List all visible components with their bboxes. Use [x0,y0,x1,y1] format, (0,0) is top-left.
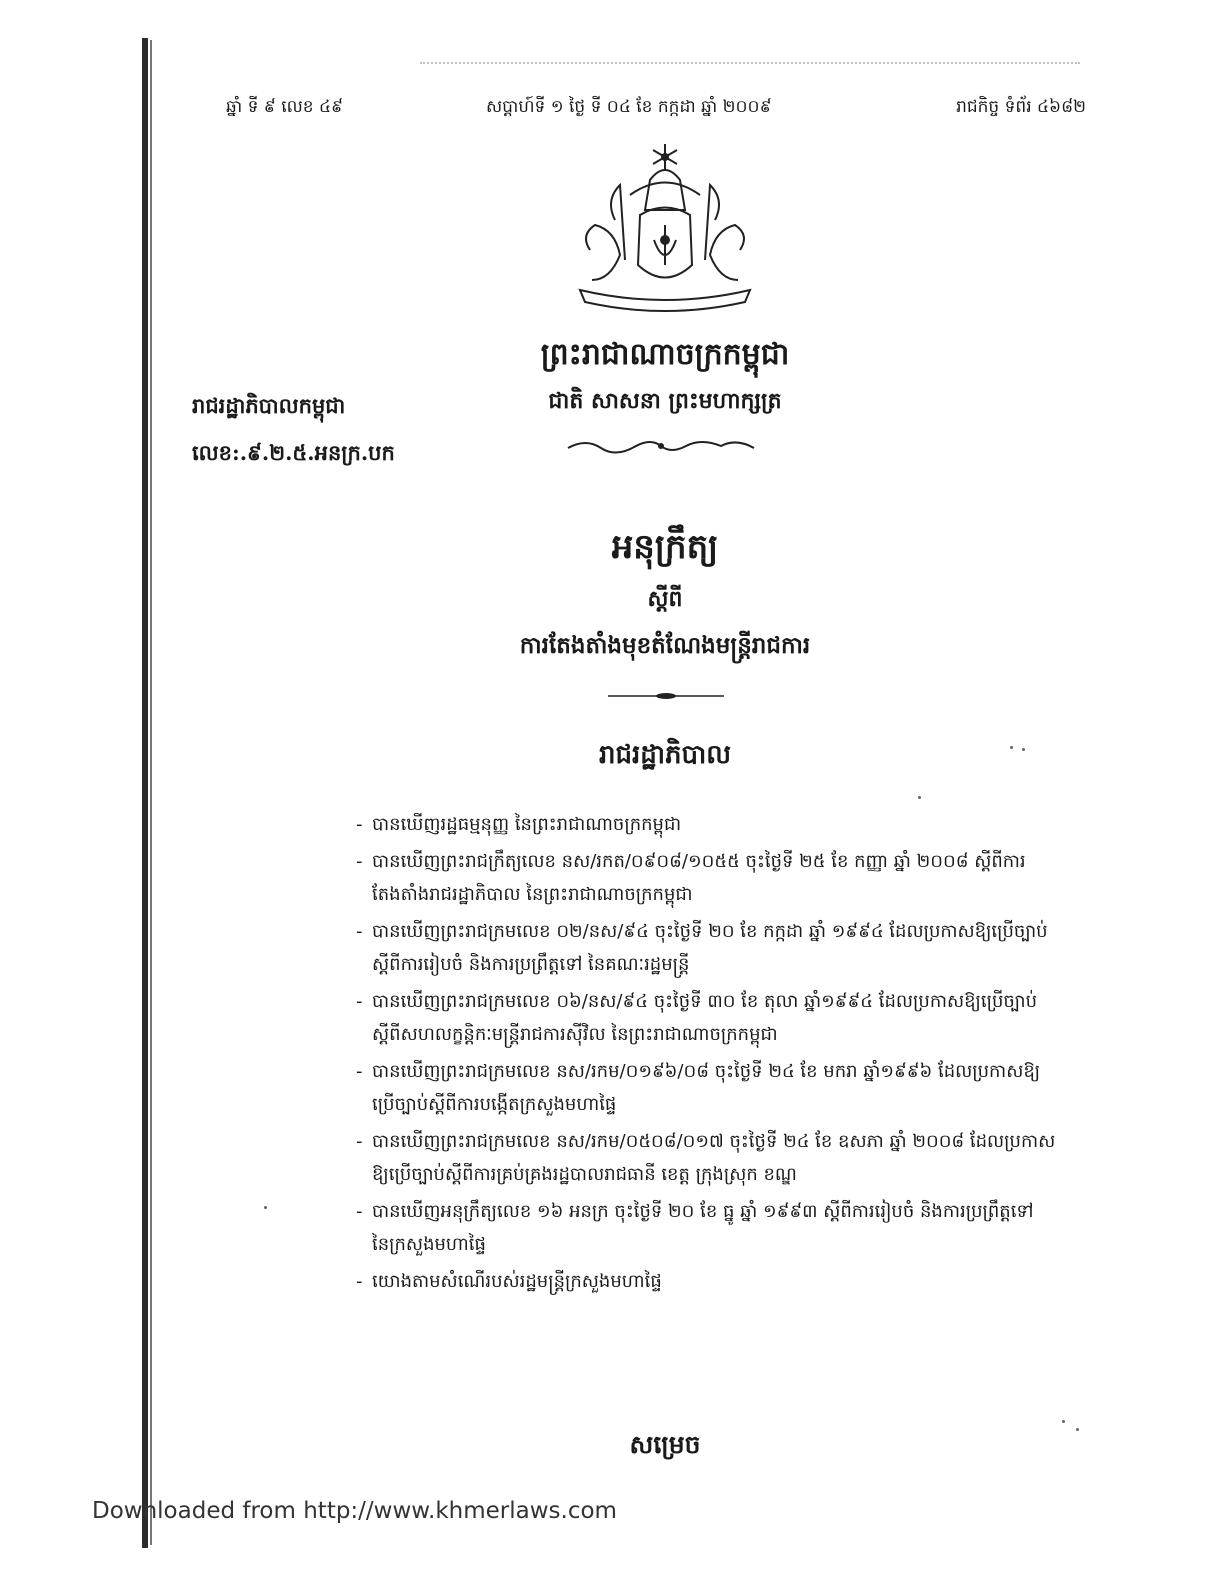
scan-speck [918,796,921,799]
item-text: បានឃើញព្រះរាជក្រឹត្យលេខ នស/រកត/០៩០៨/១០៥៥ ចុះថ្ងៃទី ២៥ ខែ កញ្ញា ឆ្នាំ ២០០៨ ស្ដីពីការ [372,851,1026,872]
list-item: - បានឃើញព្រះរាជក្រមលេខ ០២/នស/៩៤ ចុះថ្ងៃទី ២០ ខែ កក្កដា ឆ្នាំ ១៩៩៤ ដែលប្រកាសឱ្យប្រើច្បាប់ ស្ដីពីការរៀបចំ និងការប្រព្រឹត្តទៅ នៃគណៈរដ្ឋមន្ត្រី [356,915,1096,981]
binding-edge [142,38,148,1548]
item-text: បានឃើញព្រះរាជក្រមលេខ នស/រកម/០៥០៨/០១៧ ចុះថ្ងៃទី ២៤ ខែ ឧសភា ឆ្នាំ ២០០៨ ដែលប្រកាស [372,1131,1056,1152]
header-date: សប្ដាហ៍ទី ១ ថ្ងៃ ទី ០៤ ខែ កក្កដា ឆ្នាំ ២០០៩ [486,97,772,117]
scan-speck [264,1206,267,1209]
download-source-link[interactable]: Downloaded from http://www.khmerlaws.com [92,1498,617,1524]
item-continuation: ប្រើច្បាប់ស្ដីពីការបង្កើតក្រសួងមហាផ្ទៃ [372,1094,617,1115]
item-continuation: តែងតាំងរាជរដ្ឋាភិបាល នៃព្រះរាជាណាចក្រកម្ពុជា [372,884,693,905]
item-text: បានឃើញព្រះរាជក្រមលេខ ០២/នស/៩៤ ចុះថ្ងៃទី ២០ ខែ កក្កដា ឆ្នាំ ១៩៩៤ ដែលប្រកាសឱ្យប្រើច្បាប់ [372,921,1048,942]
list-item: - បានឃើញព្រះរាជក្រមលេខ នស/រកម/០៥០៨/០១៧ ចុះថ្ងៃទី ២៤ ខែ ឧសភា ឆ្នាំ ២០០៨ ដែលប្រកាស ឱ្យប្រើច្បាប់ស្ដីពីការគ្រប់គ្រងរដ្ឋបាលរាជធានី ខេត្ត ក្រុងស្រុក ខណ្ឌ [356,1125,1096,1191]
national-motto: ជាតិ សាសនា ព្រះមហាក្សត្រ [548,388,782,414]
list-item: - យោងតាមសំណើរបស់រដ្ឋមន្ត្រីក្រសួងមហាផ្ទៃ [356,1271,662,1292]
royal-arms-emblem-icon [570,140,760,320]
issuing-government: រាជរដ្ឋាភិបាលកម្ពុជា [192,393,346,418]
list-item: - បានឃើញព្រះរាជក្រមលេខ ០៦/នស/៩៤ ចុះថ្ងៃទី ៣០ ខែ តុលា ឆ្នាំ១៩៩៤ ដែលប្រកាសឱ្យប្រើច្បាប់ ស្ដីពីសហលក្ខន្តិកៈមន្ត្រីរាជការស៊ីវិល នៃព្រះរាជាណាចក្រកម្ពុជា [356,985,1096,1051]
item-continuation: នៃក្រសួងមហាផ្ទៃ [372,1234,486,1255]
item-text: យោងតាមសំណើរបស់រដ្ឋមន្ត្រីក្រសួងមហាផ្ទៃ [372,1271,662,1292]
scan-speck [1076,1428,1079,1431]
considerations-list [356,808,1096,1302]
list-item: - បានឃើញអនុក្រឹត្យលេខ ១៦ អនក្រ ចុះថ្ងៃទី ២០ ខែ ធ្នូ ឆ្នាំ ១៩៩៣ ស្ដីពីការរៀបចំ និងការប្រព្រឹត្តទៅ នៃក្រសួងមហាផ្ទៃ [356,1195,1096,1261]
ornament-divider-icon [566,436,756,456]
item-continuation: ស្ដីពីសហលក្ខន្តិកៈមន្ត្រីរាជការស៊ីវិល នៃព្រះរាជាណាចក្រកម្ពុជា [372,1024,778,1045]
item-text: បានឃើញអនុក្រឹត្យលេខ ១៦ អនក្រ ចុះថ្ងៃទី ២០ ខែ ធ្នូ ឆ្នាំ ១៩៩៣ ស្ដីពីការរៀបចំ និងការប្រព្រឹត្តទៅ [372,1201,1034,1222]
scan-speck [1010,746,1013,749]
header-page: រាជកិច្ច ទំព័រ ៤៦៨២ [956,97,1086,117]
title-re: ស្ដីពី [647,586,683,612]
scan-speck [1062,1420,1065,1423]
issuer-heading: រាជរដ្ឋាភិបាល [598,740,732,770]
list-item: - បានឃើញព្រះរាជក្រមលេខ នស/រកម/០១៩៦/០៨ ចុះថ្ងៃទី ២៤ ខែ មករា ឆ្នាំ១៩៩៦ ដែលប្រកាសឱ្យ ប្រើច្បាប់ស្ដីពីការបង្កើតក្រសួងមហាផ្ទៃ [356,1055,1096,1121]
running-header [226,96,1086,126]
item-text: បានឃើញព្រះរាជក្រមលេខ ០៦/នស/៩៤ ចុះថ្ងៃទី ៣០ ខែ តុលា ឆ្នាំ១៩៩៤ ដែលប្រកាសឱ្យប្រើច្បាប់ [372,991,1038,1012]
reference-number: លេខ:.៩.២.៥.អនក្រ.បក [192,440,395,465]
item-continuation: ស្ដីពីការរៀបចំ និងការប្រព្រឹត្តទៅ នៃគណៈរដ្ឋមន្ត្រី [372,954,690,975]
list-item: - បានឃើញព្រះរាជក្រឹត្យលេខ នស/រកត/០៩០៨/១០៥៥ ចុះថ្ងៃទី ២៥ ខែ កញ្ញា ឆ្នាំ ២០០៨ ស្ដីពីការ តែងតាំងរាជរដ្ឋាភិបាល នៃព្រះរាជាណាចក្រកម្ពុជា [356,845,1096,911]
header-issue: ឆ្នាំ ទី ៩ លេខ ៤៩ [226,97,344,117]
document-title: អនុក្រឹត្យ [611,527,719,567]
list-item: - បានឃើញរដ្ឋធម្មនុញ្ញ នៃព្រះរាជាណាចក្រកម្ពុជា [356,814,682,835]
binding-shadow [150,40,152,1545]
kingdom-name: ព្រះរាជាណាចក្រកម្ពុជា [540,337,790,372]
title-divider-icon [606,690,726,702]
decision-heading: សម្រេច [629,1430,701,1459]
item-text: បានឃើញរដ្ឋធម្មនុញ្ញ នៃព្រះរាជាណាចក្រកម្ពុជា [372,814,682,835]
item-continuation: ឱ្យប្រើច្បាប់ស្ដីពីការគ្រប់គ្រងរដ្ឋបាលរាជធានី ខេត្ត ក្រុងស្រុក ខណ្ឌ [372,1164,797,1185]
item-text: បានឃើញព្រះរាជក្រមលេខ នស/រកម/០១៩៦/០៨ ចុះថ្ងៃទី ២៤ ខែ មករា ឆ្នាំ១៩៩៦ ដែលប្រកាសឱ្យ [372,1061,1041,1082]
scan-noise [420,62,1080,68]
scan-speck [1022,748,1025,751]
document-subject: ការតែងតាំងមុខតំណែងមន្ត្រីរាជការ [519,632,811,659]
